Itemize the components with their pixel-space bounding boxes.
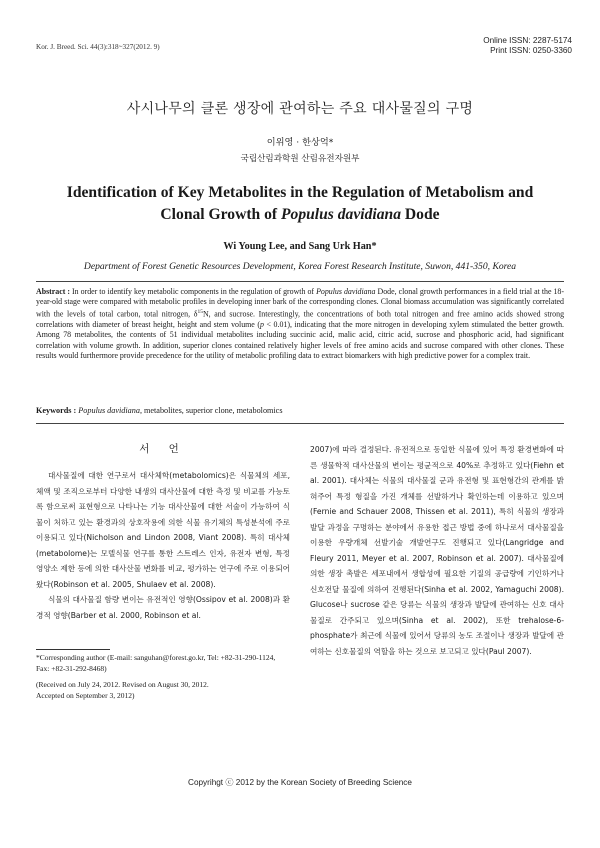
received-date: (Received on July 24, 2012. Revised on August 30, 2012. xyxy=(36,680,209,689)
footnote-rule xyxy=(36,649,110,650)
online-issn: Online ISSN: 2287-5174 xyxy=(483,36,572,45)
abstract-top-rule xyxy=(36,281,564,282)
species-name: Populus davidiana xyxy=(281,206,402,223)
abstract-label: Abstract : xyxy=(36,287,71,296)
accepted-date: Accepted on September 3, 2012) xyxy=(36,690,135,700)
journal-citation: Kor. J. Breed. Sci. 44(3):318~327(2012. 9) xyxy=(36,43,160,51)
korean-authors: 이위영 · 한상억* xyxy=(266,137,334,148)
korean-affiliation: 국립산림과학원 산림유전자원부 xyxy=(240,154,360,164)
paragraph: 식물의 대사물질 함량 변이는 유전적인 영향(Ossipov et al. 2008)과 환경적 영향(Barber et al. 2000, Robinson et al. xyxy=(36,595,290,620)
keywords-bottom-rule xyxy=(36,423,564,424)
left-column xyxy=(36,468,290,623)
paragraph: 2007)에 따라 결정된다. 유전적으로 동일한 식물에 있어 특정 환경변화에 따른 생물학적 대사산물의 변이는 평균적으로 40%로 추정하고 있다(Fiehn et al. 2001). 대사체는 식물의 대사물질 군과 유전형 및 표현형간의 관계를 밝혀주어 특정 형질을 가진 개체를 선발하거나 확인하는데 이용하고 있으며(Fernie and Schauer 2008, Thissen et al. 2011), 특히 식물의 생장과 발달 과정을 구명하는 분야에서 유용한 접근 방법 중에 하나로서 대사물질을 이용한 우량개체 선발기술 개발연구도 진행되고 있다(Langridge and Fleury 2011, Meyer et al. 2007, Robinson et al. 2007). 대사물질에 의한 생장 촉발은 세포내에서 생합성에 필요한 기질의 공급량에 기인하거나 신호전달 물질에 의하여 진행된다(Sinha et al. 2002, Yamaguchi 2008). Glucose나 sucrose 같은 당류는 식물의 생장과 발달에 관여하는 신호 대사물질로 간주되고 있으며(Sinha et al. 2002), 또한 trehalose-6-phosphate가 최근에 식물에 있어서 당류의 농도 조절이나 생장과 발달에 관여하는 신호물질의 역할을 하는 것으로 보고되고 있다(Paul 2007). xyxy=(310,445,564,656)
dates-footnote xyxy=(36,680,290,701)
section-heading-introduction: 서 언 xyxy=(139,443,187,455)
issn-block xyxy=(483,36,572,56)
copyright-notice: Copyrihgt ⓒ 2012 by the Korean Society of Breeding Science xyxy=(188,778,412,787)
abstract: Abstract : In order to identify key metabolic components in the regulation of growth of Populus davidiana Dode, clonal growth performances in a field trial at the 18-year-old stage were compared with metabolic profiles in developing inner bark of the corresponding clones. Clonal biomass accumulation was significantly correlated with the levels of total carbon, total nitrogen, $\delta^{15}N$, and sucrose. Interestingly, the concentrations of both total nitrogen and free amino acids showed strong correlations with diameter of breast height, height and stem volume (p < 0.01), indicating that the more nitrogen in developing xylem stimulated the better growth. Among 78 metabolites, the contents of 51 individual metabolites including succinic acid, malic acid, citric acid, sucrose and phosphoric acid, had significant correlation with volume growth. In addition, superior clones contained relatively higher levels of free amino acids and sucrose compared with other clones. These results would furthermore provide precedence for the utility of metabolic profiling data to extract biomarkers with high predictive power for a complex trait. xyxy=(36,287,565,360)
paragraph: 대사물질에 대한 연구로서 대사체학(metabolomics)은 식물체의 세포, 체액 및 조직으로부터 다양한 내생의 대사산물에 대한 측정 및 비교를 가능토록 함으로써 표현형으로 나타나는 기능 대사산물에 대한 서술이 가능하여 식물이 처하고 있는 환경과의 상호작용에 의한 식물 유기체의 특성분석에 주로 이용되고 있다(Nicholson and Lindon 2008, Viant 2008). 특히 대사체(metabolome)는 모델식물 연구를 통한 스트레스 인자, 유전자 변형, 특정 영양소 제한 등에 의한 대사산물 변화를 비교, 평가하는 연구에 주로 이용되어 왔다(Robinson et al. 2005, Shulaev et al. 2008). xyxy=(36,471,290,589)
corresponding-author-footnote: *Corresponding author (E-mail: sanguhan@forest.go.kr, Tel: +82-31-290-1124, Fax: +82-31-292-8468) xyxy=(36,653,276,673)
english-title-line2: Clonal Growth of Populus davidiana Dode xyxy=(160,206,440,223)
english-affiliation: Department of Forest Genetic Resources Development, Korea Forest Research Institute, Suwon, 441-350, Korea xyxy=(83,261,517,272)
english-authors: Wi Young Lee, and Sang Urk Han* xyxy=(223,241,377,252)
keywords-label: Keywords : xyxy=(36,406,77,415)
print-issn: Print ISSN: 0250-3360 xyxy=(490,46,572,55)
korean-title: 사시나무의 클론 생장에 관여하는 주요 대사물질의 구명 xyxy=(126,101,474,117)
english-title-line1: Identification of Key Metabolites in the Regulation of Metabolism and xyxy=(66,184,534,201)
right-column xyxy=(310,442,564,659)
keywords: Keywords : Populus davidiana, metabolites, superior clone, metabolomics xyxy=(36,406,283,415)
english-title xyxy=(40,182,560,226)
